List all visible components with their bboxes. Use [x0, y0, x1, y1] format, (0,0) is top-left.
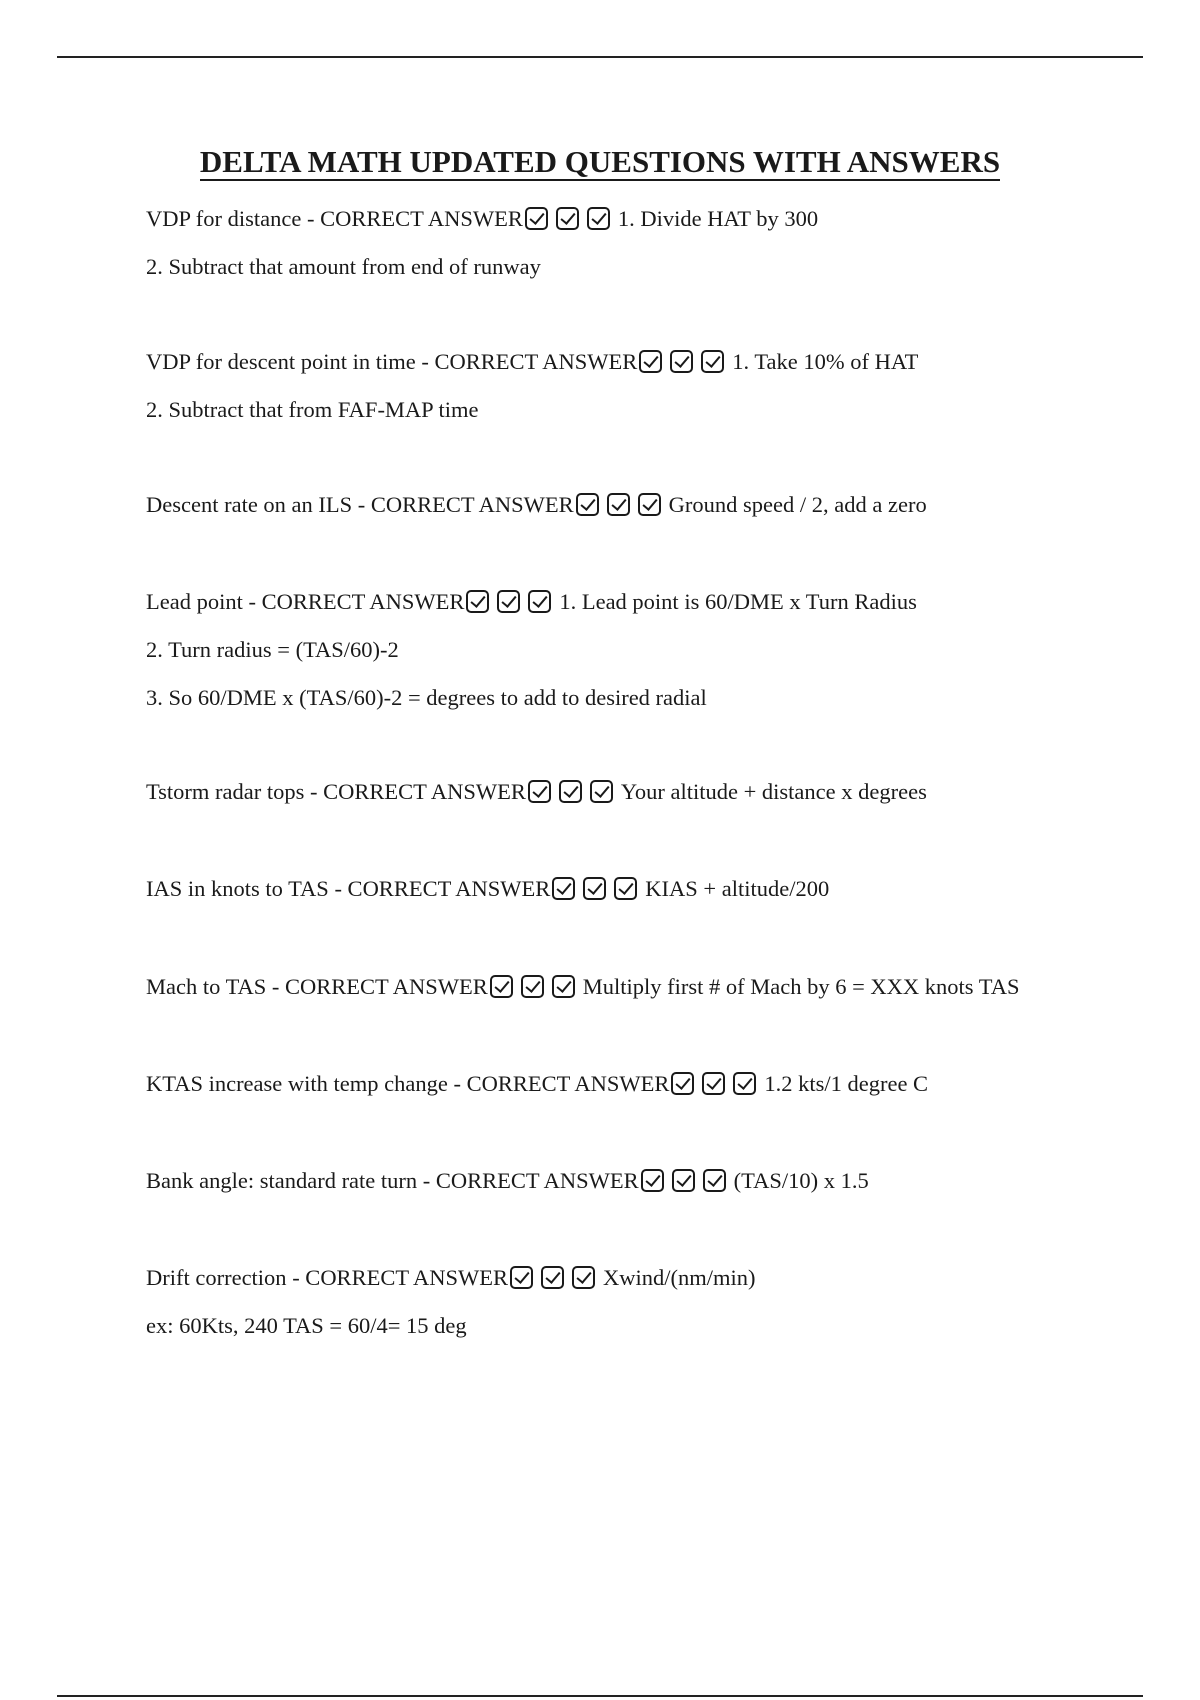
qa-item-ias-to-tas: [146, 865, 1146, 913]
correct-answer-label: - CORRECT ANSWER: [352, 492, 574, 517]
answer-line: 3. So 60/DME x (TAS/60)-2 = degrees to add to desired radial: [146, 685, 707, 710]
correct-answer-label: - CORRECT ANSWER: [415, 349, 638, 374]
checkbox-checked-icon: [701, 350, 724, 373]
question-text: VDP for descent point in time: [146, 349, 416, 374]
answer-text: Ground speed / 2, add a zero: [668, 492, 927, 517]
answer-line: 2. Subtract that amount from end of runway: [146, 254, 541, 279]
answer-marker: [576, 481, 669, 529]
qa-item-lead-point: [146, 578, 1146, 722]
qa-item-bank-angle: [146, 1157, 1146, 1205]
checkbox-checked-icon: [541, 1266, 564, 1289]
qa-item-drift-correction: [146, 1254, 1146, 1350]
checkbox-checked-icon: [528, 590, 551, 613]
top-rule: [57, 56, 1143, 58]
checkbox-checked-icon: [552, 877, 575, 900]
answer-line: 2. Subtract that from FAF-MAP time: [146, 397, 479, 422]
checkbox-checked-icon: [702, 1072, 725, 1095]
answer-marker: [490, 963, 583, 1011]
checkbox-checked-icon: [671, 1072, 694, 1095]
answer-marker: [466, 578, 559, 626]
correct-answer-label: - CORRECT ANSWER: [242, 589, 465, 614]
question-text: Drift correction: [146, 1265, 287, 1290]
checkbox-checked-icon: [670, 350, 693, 373]
answer-text: 1. Take 10% of HAT: [732, 349, 919, 374]
qa-item-mach-to-tas: [146, 963, 1146, 1011]
checkbox-checked-icon: [572, 1266, 595, 1289]
checkbox-checked-icon: [587, 207, 610, 230]
answer-marker: [525, 195, 618, 243]
question-line: [146, 1157, 1146, 1205]
question-line: [146, 768, 1146, 816]
question-text: VDP for distance: [146, 206, 302, 231]
checkbox-checked-icon: [607, 493, 630, 516]
answer-marker: [639, 338, 732, 386]
correct-answer-label: - CORRECT ANSWER: [304, 779, 526, 804]
checkbox-checked-icon: [576, 493, 599, 516]
question-line: [146, 195, 1146, 243]
qa-item-vdp-time: [146, 338, 1146, 434]
answer-line: ex: 60Kts, 240 TAS = 60/4= 15 deg: [146, 1313, 467, 1338]
checkbox-checked-icon: [614, 877, 637, 900]
answer-marker: [528, 768, 621, 816]
correct-answer-label: - CORRECT ANSWER: [301, 206, 523, 231]
checkbox-checked-icon: [733, 1072, 756, 1095]
qa-item-descent-rate: [146, 481, 1146, 529]
answer-marker: [641, 1157, 734, 1205]
question-line: [146, 1060, 1146, 1108]
qa-item-vdp-distance: [146, 195, 1146, 291]
question-text: Lead point: [146, 589, 243, 614]
qa-item-ktas-temp: [146, 1060, 1146, 1108]
answer-text: (TAS/10) x 1.5: [733, 1168, 869, 1193]
question-text: Tstorm radar tops: [146, 779, 305, 804]
question-line: [146, 1254, 1146, 1302]
checkbox-checked-icon: [525, 207, 548, 230]
correct-answer-label: - CORRECT ANSWER: [286, 1265, 509, 1290]
checkbox-checked-icon: [672, 1169, 695, 1192]
answer-text: Multiply first # of Mach by 6 = XXX knots TAS: [582, 974, 1020, 999]
question-line: [146, 338, 1146, 386]
checkbox-checked-icon: [703, 1169, 726, 1192]
checkbox-checked-icon: [528, 780, 551, 803]
checkbox-checked-icon: [639, 350, 662, 373]
answer-text: 1.2 kts/1 degree C: [764, 1071, 929, 1096]
answer-text: 1. Lead point is 60/DME x Turn Radius: [559, 589, 917, 614]
checkbox-checked-icon: [497, 590, 520, 613]
question-text: Mach to TAS: [146, 974, 267, 999]
question-line: [146, 578, 1146, 626]
answer-marker: [510, 1254, 603, 1302]
checkbox-checked-icon: [559, 780, 582, 803]
answer-line: 2. Turn radius = (TAS/60)-2: [146, 637, 399, 662]
question-text: Bank angle: standard rate turn: [146, 1168, 418, 1193]
question-text: Descent rate on an ILS: [146, 492, 353, 517]
checkbox-checked-icon: [583, 877, 606, 900]
answer-text: Your altitude + distance x degrees: [620, 779, 927, 804]
correct-answer-label: - CORRECT ANSWER: [328, 876, 551, 901]
correct-answer-label: - CORRECT ANSWER: [266, 974, 488, 999]
question-line: [146, 963, 1146, 1011]
qa-item-tstorm-tops: [146, 768, 1146, 816]
answer-marker: [671, 1060, 764, 1108]
checkbox-checked-icon: [641, 1169, 664, 1192]
checkbox-checked-icon: [466, 590, 489, 613]
checkbox-checked-icon: [490, 975, 513, 998]
correct-answer-label: - CORRECT ANSWER: [447, 1071, 670, 1096]
answer-text: Xwind/(nm/min): [603, 1265, 756, 1290]
checkbox-checked-icon: [521, 975, 544, 998]
checkbox-checked-icon: [556, 207, 579, 230]
bottom-rule: [57, 1695, 1143, 1697]
answer-text: 1. Divide HAT by 300: [617, 206, 819, 231]
question-text: KTAS increase with temp change: [146, 1071, 448, 1096]
question-text: IAS in knots to TAS: [146, 876, 329, 901]
question-line: [146, 481, 1146, 529]
checkbox-checked-icon: [552, 975, 575, 998]
checkbox-checked-icon: [638, 493, 661, 516]
checkbox-checked-icon: [510, 1266, 533, 1289]
checkbox-checked-icon: [590, 780, 613, 803]
answer-text: KIAS + altitude/200: [645, 876, 830, 901]
answer-marker: [552, 865, 645, 913]
correct-answer-label: - CORRECT ANSWER: [417, 1168, 639, 1193]
document-title: DELTA MATH UPDATED QUESTIONS WITH ANSWERS: [199, 144, 1001, 179]
question-line: [146, 865, 1146, 913]
